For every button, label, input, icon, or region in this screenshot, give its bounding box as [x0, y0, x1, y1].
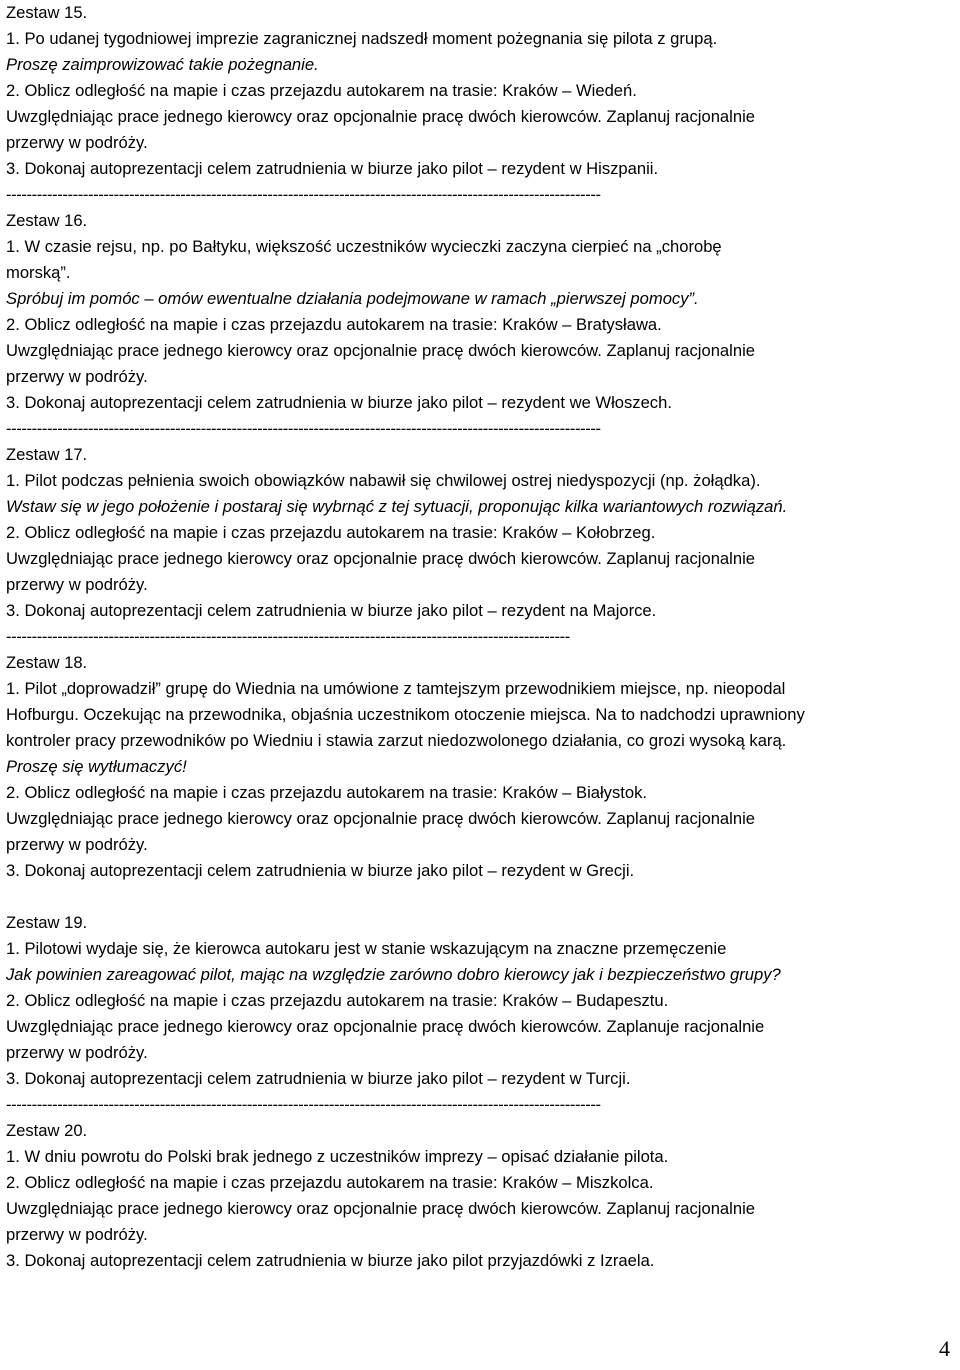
task-line: 1. Po udanej tygodniowej imprezie zagranicznej nadszedł moment pożegnania się pilota z grupą. [6, 29, 718, 48]
task-line: przerwy w podróży. [6, 1043, 148, 1062]
section-separator: -------------------------------------------------------------------------------------------------------------------- [6, 1095, 601, 1114]
task-line: 3. Dokonaj autoprezentacji celem zatrudnienia w biurze jako pilot – rezydent w Hiszpanii. [6, 159, 659, 178]
task-line: Proszę zaimprowizować takie pożegnanie. [6, 55, 319, 74]
task-line: Uwzględniając prace jednego kierowcy oraz opcjonalnie pracę dwóch kierowców. Zaplanuj racjonalnie [6, 1199, 755, 1218]
task-line: 3. Dokonaj autoprezentacji celem zatrudnienia w biurze jako pilot – rezydent na Majorce. [6, 601, 657, 620]
task-line: przerwy w podróży. [6, 575, 148, 594]
task-line: 1. W czasie rejsu, np. po Bałtyku, większość uczestników wycieczki zaczyna cierpieć na „chorobę [6, 237, 722, 256]
task-line: 1. Pilot „doprowadził” grupę do Wiednia na umówione z tamtejszym przewodnikiem miejsce, np. nieopodal [6, 679, 786, 698]
blank-line [6, 884, 956, 910]
task-line: kontroler pracy przewodników po Wiedniu i stawia zarzut niedozwolonego działania, co grozi wysoką karą. [6, 731, 787, 750]
task-line: Spróbuj im pomóc – omów ewentualne działania podejmowane w ramach „pierwszej pomocy”. [6, 289, 699, 308]
exercise-set [6, 442, 956, 650]
task-line: Jak powinien zareagować pilot, mając na względzie zarówno dobro kierowcy jak i bezpieczeństwo grupy? [6, 965, 781, 984]
document-page [6, 0, 956, 1274]
task-line: 3. Dokonaj autoprezentacji celem zatrudnienia w biurze jako pilot przyjazdówki z Izraela. [6, 1251, 655, 1270]
task-line: 2. Oblicz odległość na mapie i czas przejazdu autokarem na trasie: Kraków – Wiedeń. [6, 81, 637, 100]
task-line: 2. Oblicz odległość na mapie i czas przejazdu autokarem na trasie: Kraków – Miszkolca. [6, 1173, 654, 1192]
task-line: 1. Pilot podczas pełnienia swoich obowiązków nabawił się chwilowej ostrej niedyspozycji (np. żołądka). [6, 471, 761, 490]
task-line: Uwzględniając prace jednego kierowcy oraz opcjonalnie pracę dwóch kierowców. Zaplanuje racjonalnie [6, 1017, 765, 1036]
task-line: Proszę się wytłumaczyć! [6, 757, 187, 776]
task-line: Uwzględniając prace jednego kierowcy oraz opcjonalnie pracę dwóch kierowców. Zaplanuj racjonalnie [6, 107, 755, 126]
task-line: 1. W dniu powrotu do Polski brak jednego z uczestników imprezy – opisać działanie pilota. [6, 1147, 669, 1166]
section-separator: -------------------------------------------------------------------------------------------------------------------- [6, 185, 601, 204]
set-title: Zestaw 16. [6, 211, 88, 230]
task-line: 1. Pilotowi wydaje się, że kierowca autokaru jest w stanie wskazującym na znaczne przemęczenie [6, 939, 727, 958]
task-line: 2. Oblicz odległość na mapie i czas przejazdu autokarem na trasie: Kraków – Białystok. [6, 783, 648, 802]
task-line: Hofburgu. Oczekując na przewodnika, objaśnia uczestnikom otoczenie miejsca. Na to nadchodzi uprawniony [6, 705, 805, 724]
task-line: przerwy w podróży. [6, 1225, 148, 1244]
task-line: Uwzględniając prace jednego kierowcy oraz opcjonalnie pracę dwóch kierowców. Zaplanuj racjonalnie [6, 549, 755, 568]
task-line: Wstaw się w jego położenie i postaraj się wybrnąć z tej sytuacji, proponując kilka wariantowych rozwiązań. [6, 497, 788, 516]
task-line: 2. Oblicz odległość na mapie i czas przejazdu autokarem na trasie: Kraków – Budapesztu. [6, 991, 669, 1010]
set-title: Zestaw 20. [6, 1121, 88, 1140]
task-line: przerwy w podróży. [6, 367, 148, 386]
section-separator: -------------------------------------------------------------------------------------------------------------- [6, 627, 570, 646]
task-line: przerwy w podróży. [6, 133, 148, 152]
task-line: 3. Dokonaj autoprezentacji celem zatrudnienia w biurze jako pilot – rezydent w Grecji. [6, 861, 635, 880]
set-title: Zestaw 17. [6, 445, 88, 464]
task-line: 2. Oblicz odległość na mapie i czas przejazdu autokarem na trasie: Kraków – Bratysława. [6, 315, 662, 334]
exercise-set [6, 208, 956, 442]
task-line: 2. Oblicz odległość na mapie i czas przejazdu autokarem na trasie: Kraków – Kołobrzeg. [6, 523, 656, 542]
set-title: Zestaw 18. [6, 653, 88, 672]
task-line: Uwzględniając prace jednego kierowcy oraz opcjonalnie pracę dwóch kierowców. Zaplanuj racjonalnie [6, 341, 755, 360]
task-line: 3. Dokonaj autoprezentacji celem zatrudnienia w biurze jako pilot – rezydent we Włoszech. [6, 393, 672, 412]
exercise-set [6, 0, 956, 208]
task-line: Uwzględniając prace jednego kierowcy oraz opcjonalnie pracę dwóch kierowców. Zaplanuj racjonalnie [6, 809, 755, 828]
section-separator: -------------------------------------------------------------------------------------------------------------------- [6, 419, 601, 438]
set-title: Zestaw 15. [6, 3, 88, 22]
task-line: przerwy w podróży. [6, 835, 148, 854]
set-title: Zestaw 19. [6, 913, 88, 932]
exercise-set [6, 910, 956, 1118]
task-line: morską”. [6, 263, 71, 282]
exercise-set [6, 1118, 956, 1274]
exercise-set [6, 650, 956, 910]
task-line: 3. Dokonaj autoprezentacji celem zatrudnienia w biurze jako pilot – rezydent w Turcji. [6, 1069, 631, 1088]
page-number: 4 [939, 1336, 950, 1361]
